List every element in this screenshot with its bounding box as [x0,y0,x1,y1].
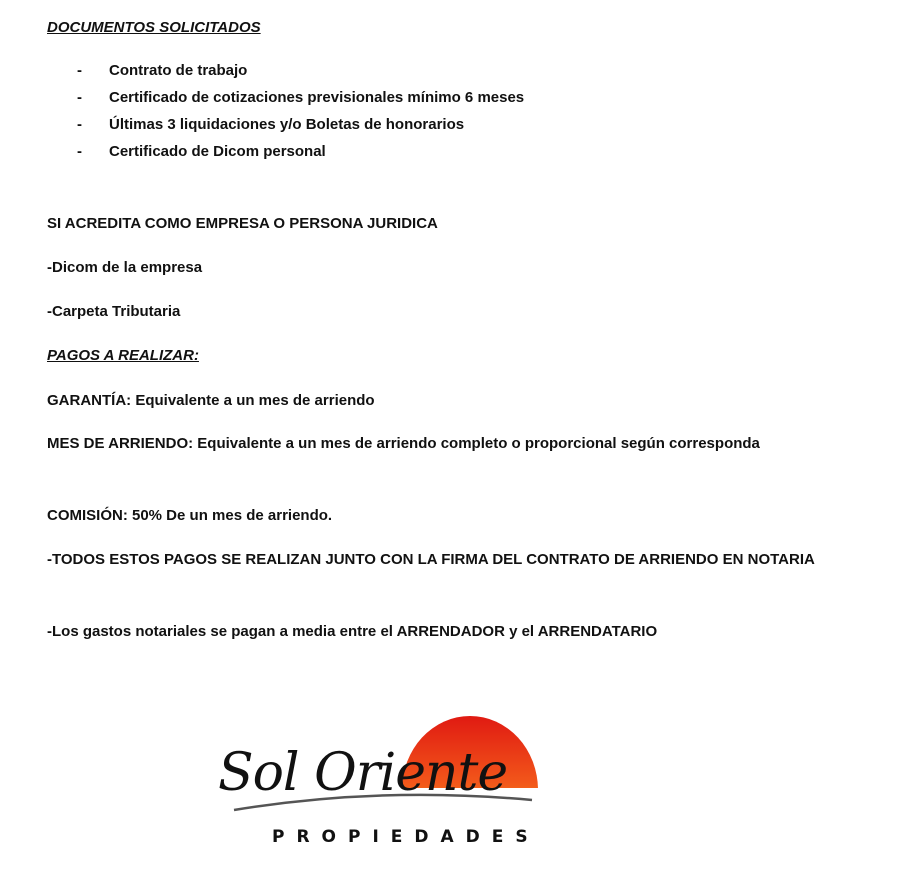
list-item [77,57,524,84]
company-item-carpeta: -Carpeta Tributaria [47,303,181,320]
list-item [77,84,524,111]
documents-heading: DOCUMENTOS SOLICITADOS [47,19,261,36]
payment-guarantee: GARANTÍA: Equivalente a un mes de arriendo [47,392,375,409]
payment-commission: COMISIÓN: 50% De un mes de arriendo. [47,507,333,524]
sol-oriente-logo [200,708,560,858]
payments-heading: PAGOS A REALIZAR: [47,347,199,364]
list-item-text: Contrato de trabajo [109,62,248,79]
list-item-text: Últimas 3 liquidaciones y/o Boletas de honorarios [109,116,465,133]
bullet-dash: - [77,62,82,79]
bullet-dash: - [77,143,82,160]
list-item-text: Certificado de Dicom personal [109,143,326,160]
list-item-text: Certificado de cotizaciones previsionales mínimo 6 meses [109,89,525,106]
payment-all-payments-note: -TODOS ESTOS PAGOS SE REALIZAN JUNTO CON LA FIRMA DEL CONTRATO DE ARRIENDO EN NOTARIA [47,551,815,568]
payment-rent-month: MES DE ARRIENDO: Equivalente a un mes de arriendo completo o proporcional según corresponda [47,435,760,452]
company-heading: SI ACREDITA COMO EMPRESA O PERSONA JURIDICA [47,215,438,232]
company-item-dicom: -Dicom de la empresa [47,259,203,276]
logo-name: Sol Oriente [218,743,508,803]
bullet-dash: - [77,116,82,133]
list-item [77,111,524,138]
payment-notary-costs: -Los gastos notariales se pagan a media entre el ARRENDADOR y el ARRENDATARIO [47,623,658,640]
list-item [77,138,524,165]
logo-tagline: PROPIEDADES [272,827,540,847]
documents-list [77,57,524,165]
bullet-dash: - [77,89,82,106]
